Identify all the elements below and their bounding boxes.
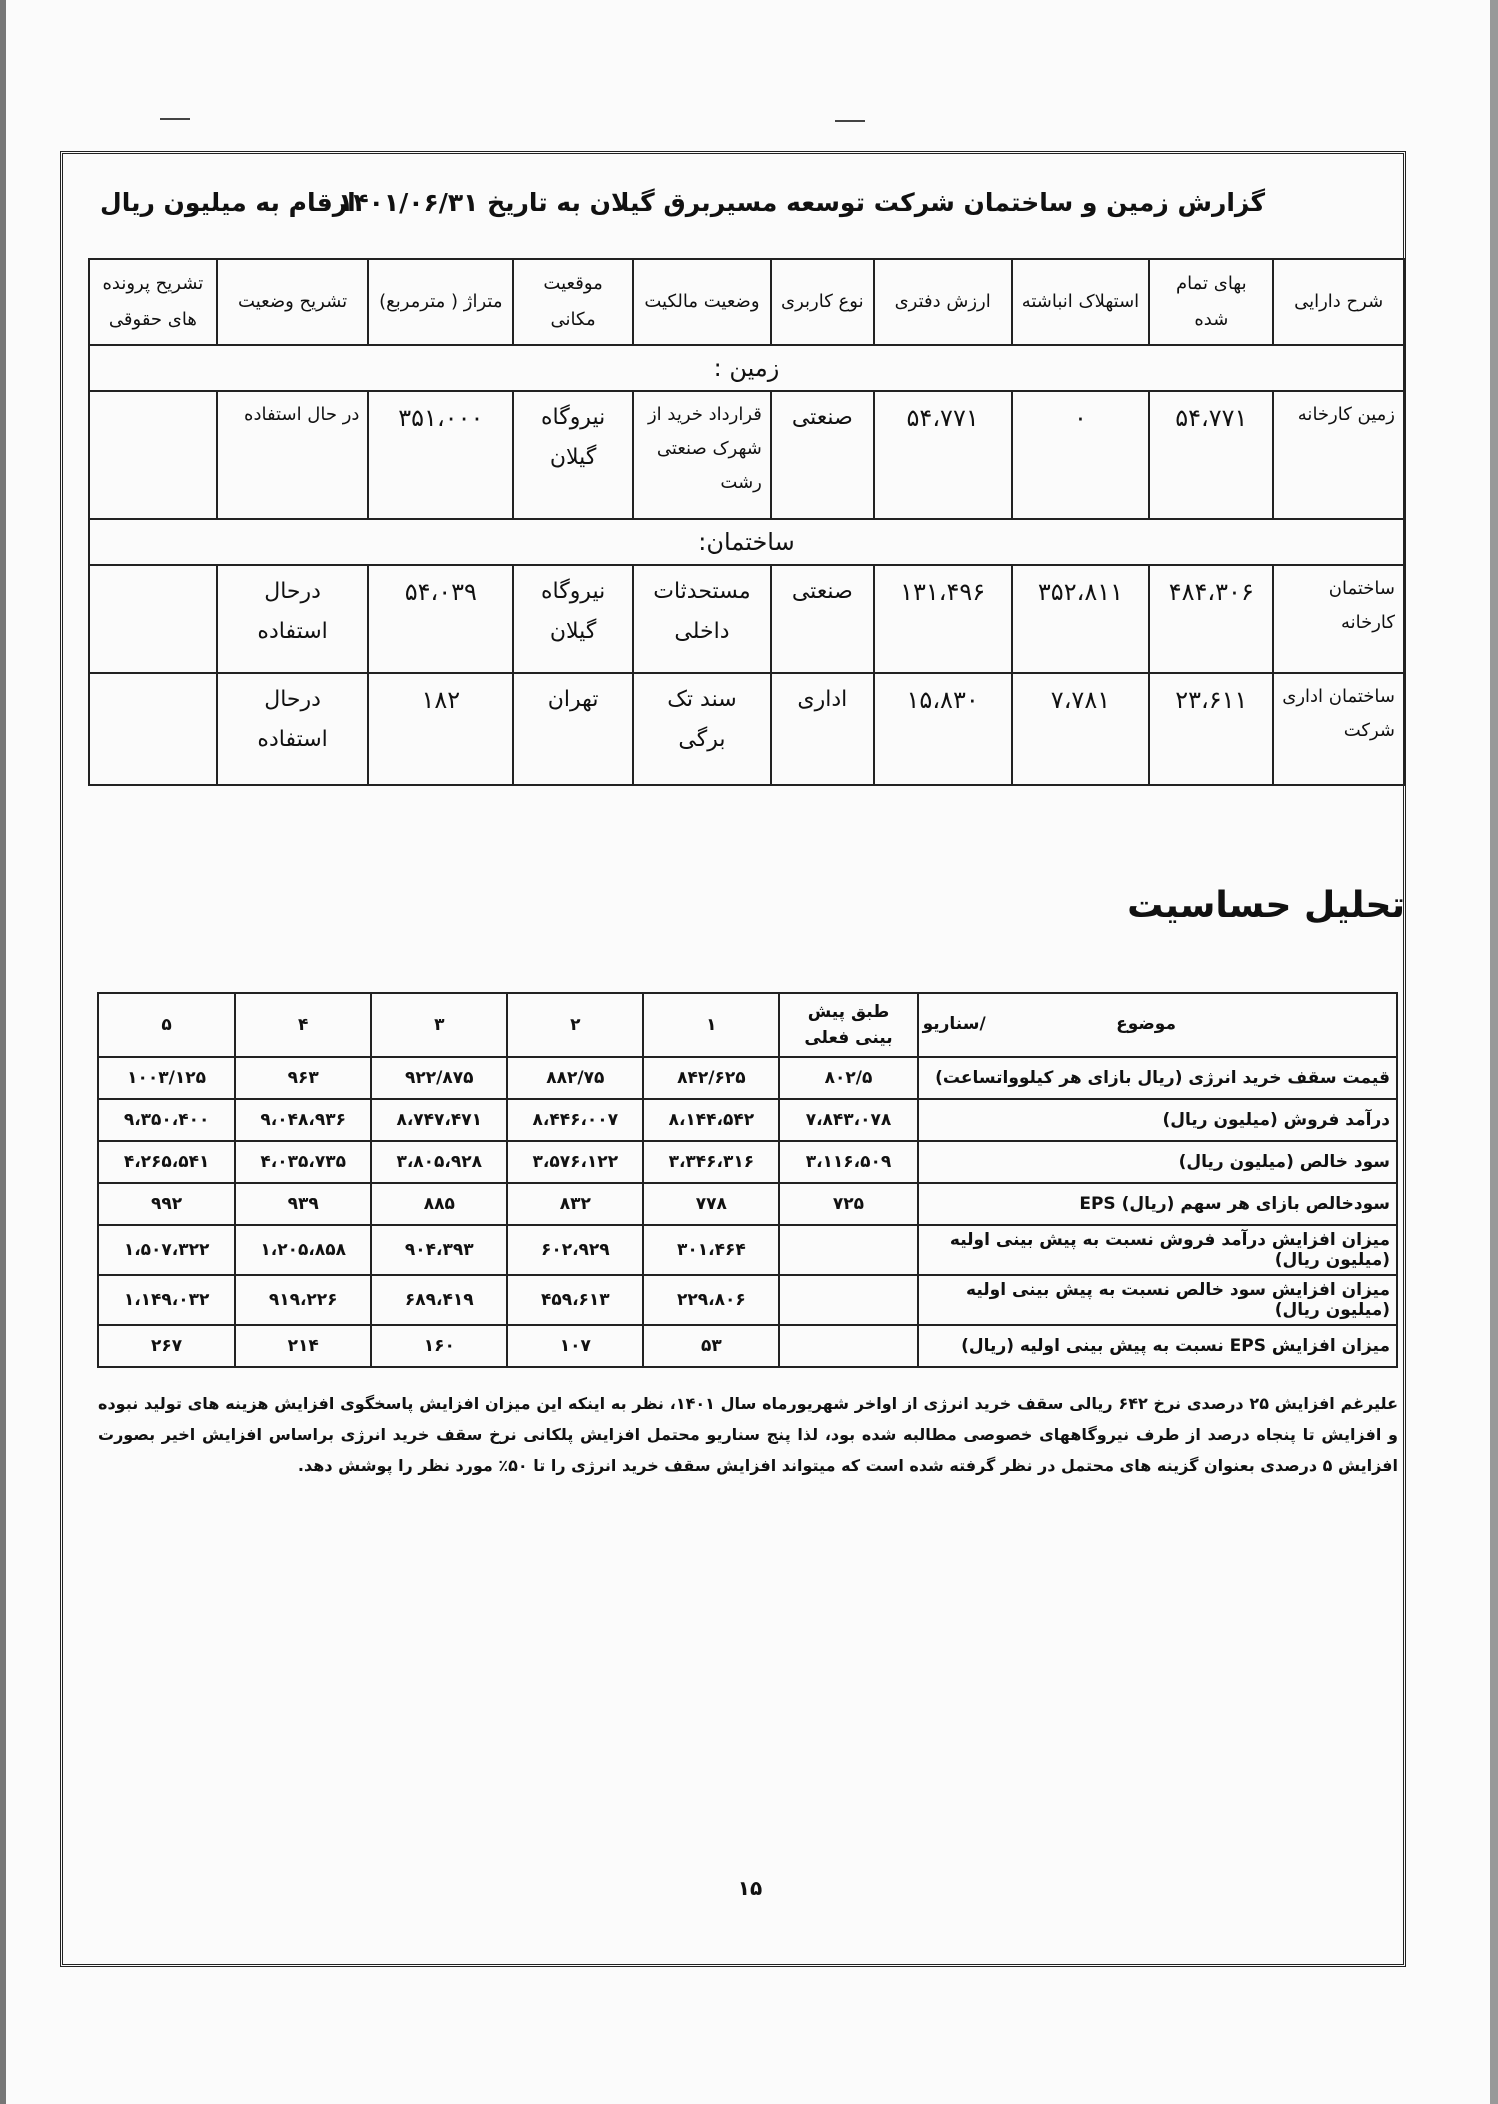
- asset-area: ۱۸۲: [368, 673, 513, 785]
- scenario-value: ۲۱۴: [235, 1325, 371, 1367]
- scenario-value: ۳،۵۷۶،۱۲۲: [507, 1141, 643, 1183]
- table-row: [89, 673, 1404, 785]
- asset-depreciation: ۷،۷۸۱: [1012, 673, 1150, 785]
- asset-book-value: ۱۵،۸۳۰: [874, 673, 1012, 785]
- scenario-value: ۹۶۳: [235, 1057, 371, 1099]
- header-cell: موقعیت مکانی: [513, 259, 633, 345]
- row-label: سودخالص بازای هر سهم (ریال) EPS: [918, 1183, 1397, 1225]
- asset-status: درحال استفاده: [217, 673, 369, 785]
- scenario-header-cell: ۱: [643, 993, 779, 1057]
- scenario-value: ۹۱۹،۲۲۶: [235, 1275, 371, 1325]
- building-section-label: ساختمان:: [89, 519, 1404, 565]
- asset-use: اداری: [771, 673, 874, 785]
- header-cell: نوع کاربری: [771, 259, 874, 345]
- asset-cost: ۵۴،۷۷۱: [1149, 391, 1273, 519]
- scenario-value: ۹۹۲: [98, 1183, 235, 1225]
- scenario-value: ۲۲۹،۸۰۶: [643, 1275, 779, 1325]
- units-note: ارقام به میلیون ریال: [100, 188, 356, 217]
- scenario-value: ۸،۷۴۷،۴۷۱: [371, 1099, 507, 1141]
- table-row: [98, 1325, 1397, 1367]
- row-label: میزان افزایش درآمد فروش نسبت به پیش بینی اولیه (میلیون ریال): [918, 1225, 1397, 1275]
- scenario-value: ۸۸۵: [371, 1183, 507, 1225]
- asset-desc: زمین کارخانه: [1273, 391, 1404, 519]
- scenario-value: ۶۸۹،۴۱۹: [371, 1275, 507, 1325]
- scenario-value: ۳۰۱،۴۶۴: [643, 1225, 779, 1275]
- explanatory-note: علیرغم افزایش ۲۵ درصدی نرخ ۶۴۲ ریالی سقف خرید انرژی از اواخر شهریورماه سال ۱۴۰۱، نظر به اینکه این میزان افزایش پاسخگوی افزایش هزینه های تولید نبوده و افزایش تا پنجاه درصد از طرف نیروگاههای خصوصی مطالبه شده بود، لذا پنج سناریو محتمل افزایش پلکانی نرخ سقف خرید انرژی براساس افزایش اخیر بصورت افزایش ۵ درصدی بعنوان گزینه های محتمل در نظر گرفته شده است که میتواند افزایش سقف خرید انرژی را تا ۵۰٪ مورد نظر را پوشش دهد.: [98, 1394, 1398, 1475]
- scenario-value: ۴۵۹،۶۱۳: [507, 1275, 643, 1325]
- asset-use: صنعتی: [771, 391, 874, 519]
- current-forecast-header: طبق پیش بینی فعلی: [779, 993, 917, 1057]
- table-row: [98, 1183, 1397, 1225]
- scenario-value: ۳،۸۰۵،۹۲۸: [371, 1141, 507, 1183]
- current-value: ۷،۸۴۳،۰۷۸: [779, 1099, 917, 1141]
- asset-cost: ۲۳،۶۱۱: [1149, 673, 1273, 785]
- current-value: ۷۲۵: [779, 1183, 917, 1225]
- land-section-label: زمین :: [89, 345, 1404, 391]
- table-row: [98, 1057, 1397, 1099]
- scenario-header: /سناریو: [922, 1014, 986, 1034]
- current-value: ۸۰۲/۵: [779, 1057, 917, 1099]
- scan-mark: [835, 120, 865, 122]
- current-value: [779, 1275, 917, 1325]
- scenario-value: ۹،۳۵۰،۴۰۰: [98, 1099, 235, 1141]
- asset-book-value: ۵۴،۷۷۱: [874, 391, 1012, 519]
- scenario-value: ۹۳۹: [235, 1183, 371, 1225]
- sensitivity-title: تحلیل حساسیت: [1127, 885, 1405, 926]
- scenario-value: ۳،۳۴۶،۳۱۶: [643, 1141, 779, 1183]
- land-section-row: [89, 345, 1404, 391]
- scenario-header-cell: ۴: [235, 993, 371, 1057]
- asset-depreciation: ۰: [1012, 391, 1150, 519]
- scenario-value: ۴،۰۳۵،۷۳۵: [235, 1141, 371, 1183]
- scenario-value: ۱۰۷: [507, 1325, 643, 1367]
- asset-legal: [89, 391, 217, 519]
- current-value: [779, 1225, 917, 1275]
- scenario-value: ۸،۴۴۶،۰۰۷: [507, 1099, 643, 1141]
- table-row: [98, 1275, 1397, 1325]
- header-cell: تشریح وضعیت: [217, 259, 369, 345]
- sensitivity-header-row: [98, 993, 1397, 1057]
- scan-mark: [160, 118, 190, 120]
- scenario-value: ۱،۵۰۷،۳۲۲: [98, 1225, 235, 1275]
- asset-depreciation: ۳۵۲،۸۱۱: [1012, 565, 1150, 673]
- table-row: [98, 1099, 1397, 1141]
- sensitivity-table: [97, 992, 1398, 1368]
- table-row: [98, 1225, 1397, 1275]
- asset-area: ۳۵۱،۰۰۰: [368, 391, 513, 519]
- scenario-value: ۸۳۲: [507, 1183, 643, 1225]
- building-section-row: [89, 519, 1404, 565]
- asset-desc: ساختمان کارخانه: [1273, 565, 1404, 673]
- scenario-value: ۸،۱۴۴،۵۴۲: [643, 1099, 779, 1141]
- current-value: [779, 1325, 917, 1367]
- header-cell: استهلاک انباشته: [1012, 259, 1150, 345]
- asset-ownership: مستحدثات داخلی: [633, 565, 771, 673]
- scenario-value: ۴،۲۶۵،۵۴۱: [98, 1141, 235, 1183]
- scenario-value: ۱،۲۰۵،۸۵۸: [235, 1225, 371, 1275]
- asset-book-value: ۱۳۱،۴۹۶: [874, 565, 1012, 673]
- scan-edge-left: [0, 0, 6, 2104]
- scenario-value: ۲۶۷: [98, 1325, 235, 1367]
- row-label: میزان افزایش EPS نسبت به پیش بینی اولیه (ریال): [918, 1325, 1397, 1367]
- page-number: ۱۵: [737, 1876, 763, 1900]
- scenario-value: ۹۰۴،۳۹۳: [371, 1225, 507, 1275]
- asset-status: درحال استفاده: [217, 565, 369, 673]
- asset-use: صنعتی: [771, 565, 874, 673]
- row-label: سود خالص (میلیون ریال): [918, 1141, 1397, 1183]
- scenario-header-cell: ۲: [507, 993, 643, 1057]
- scenario-value: ۱۶۰: [371, 1325, 507, 1367]
- asset-location: تهران: [513, 673, 633, 785]
- scenario-value: ۹۲۲/۸۷۵: [371, 1057, 507, 1099]
- asset-legal: [89, 673, 217, 785]
- topic-header-cell: [918, 993, 1397, 1057]
- scenario-value: ۱۰۰۳/۱۲۵: [98, 1057, 235, 1099]
- header-cell: وضعیت مالکیت: [633, 259, 771, 345]
- header-cell: بهای تمام شده: [1149, 259, 1273, 345]
- topic-header: موضوع: [1116, 1014, 1176, 1034]
- asset-cost: ۴۸۴،۳۰۶: [1149, 565, 1273, 673]
- asset-legal: [89, 565, 217, 673]
- scenario-value: ۱،۱۴۹،۰۳۲: [98, 1275, 235, 1325]
- header-cell: شرح دارایی: [1273, 259, 1404, 345]
- scenario-value: ۹،۰۴۸،۹۳۶: [235, 1099, 371, 1141]
- header-cell: ارزش دفتری: [874, 259, 1012, 345]
- row-label: قیمت سقف خرید انرژی (ریال بازای هر کیلوواتساعت): [918, 1057, 1397, 1099]
- scenario-value: ۵۳: [643, 1325, 779, 1367]
- scan-edge-right: [1490, 0, 1498, 2104]
- asset-ownership: قرارداد خرید از شهرک صنعتی رشت: [633, 391, 771, 519]
- asset-ownership: سند تک برگی: [633, 673, 771, 785]
- asset-status: در حال استفاده: [217, 391, 369, 519]
- asset-location: نیروگاه گیلان: [513, 391, 633, 519]
- table-row: [89, 565, 1404, 673]
- scenario-value: ۸۸۲/۷۵: [507, 1057, 643, 1099]
- assets-header-row: [89, 259, 1404, 345]
- row-label: میزان افزایش سود خالص نسبت به پیش بینی اولیه (میلیون ریال): [918, 1275, 1397, 1325]
- scenario-header-cell: ۳: [371, 993, 507, 1057]
- table-row: [89, 391, 1404, 519]
- row-label: درآمد فروش (میلیون ریال): [918, 1099, 1397, 1141]
- scenario-value: ۶۰۲،۹۲۹: [507, 1225, 643, 1275]
- asset-desc: ساختمان اداری شرکت: [1273, 673, 1404, 785]
- current-value: ۳،۱۱۶،۵۰۹: [779, 1141, 917, 1183]
- scenario-value: ۸۴۲/۶۲۵: [643, 1057, 779, 1099]
- header-cell: تشریح پرونده های حقوقی: [89, 259, 217, 345]
- asset-location: نیروگاه گیلان: [513, 565, 633, 673]
- report-title: گزارش زمین و ساختمان شرکت توسعه مسیربرق گیلان به تاریخ ۱۴۰۱/۰۶/۳۱: [338, 188, 1265, 217]
- asset-area: ۵۴،۰۳۹: [368, 565, 513, 673]
- scenario-value: ۷۷۸: [643, 1183, 779, 1225]
- table-row: [98, 1141, 1397, 1183]
- scenario-header-cell: ۵: [98, 993, 235, 1057]
- assets-table: [88, 258, 1405, 786]
- header-cell: متراژ ( مترمربع): [368, 259, 513, 345]
